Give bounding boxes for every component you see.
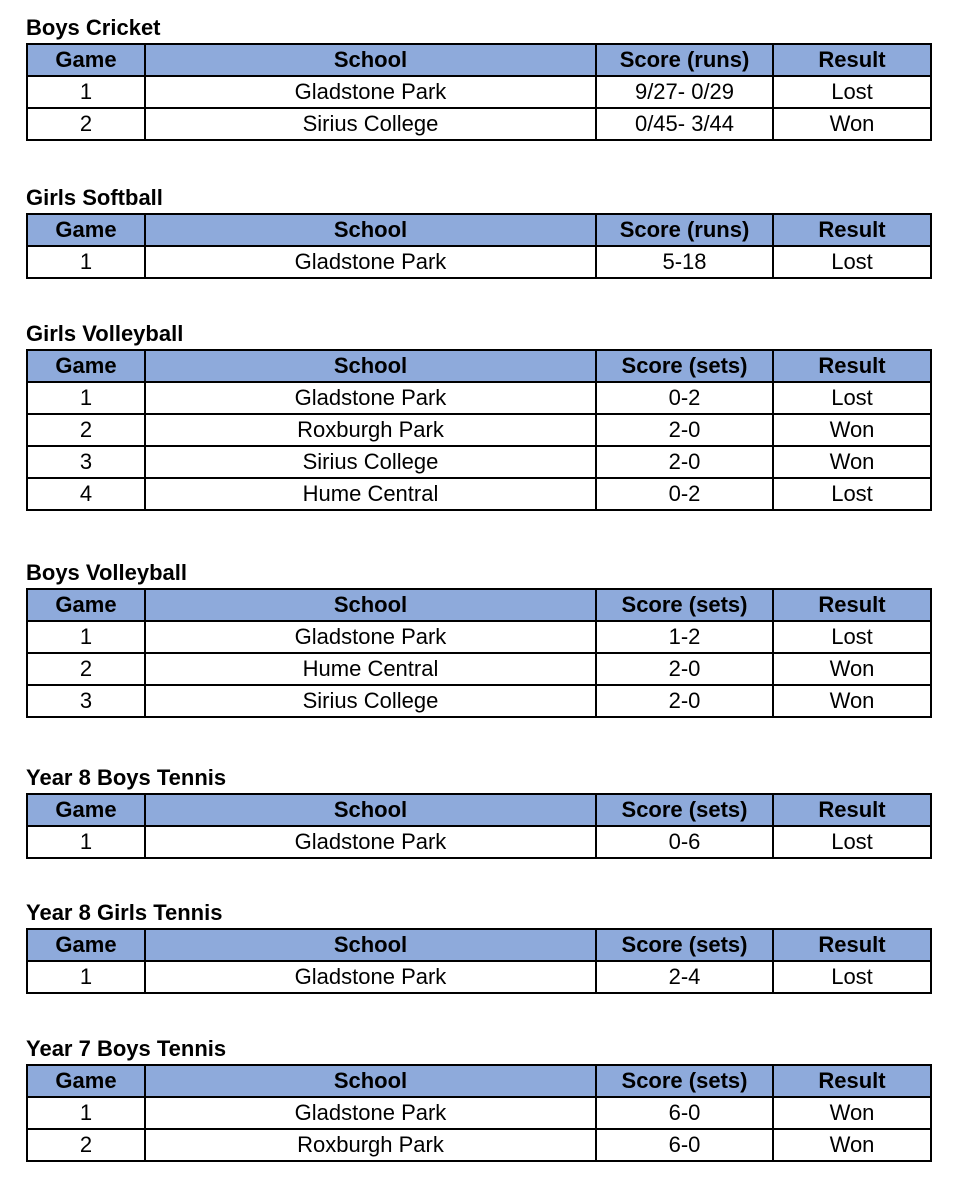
header-score: Score (runs) xyxy=(596,44,773,76)
header-game: Game xyxy=(27,214,145,246)
results-table xyxy=(26,588,932,718)
cell-score: 0-2 xyxy=(596,478,773,510)
header-score: Score (runs) xyxy=(596,214,773,246)
results-table xyxy=(26,928,932,994)
cell-game: 2 xyxy=(27,108,145,140)
cell-score: 2-0 xyxy=(596,446,773,478)
cell-game: 3 xyxy=(27,685,145,717)
cell-school: Gladstone Park xyxy=(145,1097,596,1129)
results-table xyxy=(26,213,932,279)
cell-game: 1 xyxy=(27,1097,145,1129)
cell-score: 2-0 xyxy=(596,414,773,446)
cell-school: Hume Central xyxy=(145,653,596,685)
table-row xyxy=(27,76,931,108)
header-result: Result xyxy=(773,929,931,961)
cell-school: Roxburgh Park xyxy=(145,414,596,446)
cell-game: 1 xyxy=(27,382,145,414)
cell-game: 1 xyxy=(27,961,145,993)
results-table xyxy=(26,349,932,511)
cell-school: Gladstone Park xyxy=(145,382,596,414)
cell-school: Gladstone Park xyxy=(145,961,596,993)
cell-result: Lost xyxy=(773,382,931,414)
cell-result: Won xyxy=(773,1097,931,1129)
header-result: Result xyxy=(773,350,931,382)
header-score: Score (sets) xyxy=(596,350,773,382)
cell-score: 9/27- 0/29 xyxy=(596,76,773,108)
header-game: Game xyxy=(27,350,145,382)
cell-game: 2 xyxy=(27,1129,145,1161)
cell-school: Roxburgh Park xyxy=(145,1129,596,1161)
cell-school: Gladstone Park xyxy=(145,246,596,278)
cell-game: 1 xyxy=(27,246,145,278)
results-table xyxy=(26,43,932,141)
header-school: School xyxy=(145,214,596,246)
header-school: School xyxy=(145,929,596,961)
header-school: School xyxy=(145,794,596,826)
header-game: Game xyxy=(27,929,145,961)
table-row xyxy=(27,653,931,685)
cell-game: 3 xyxy=(27,446,145,478)
table-header-row xyxy=(27,1065,931,1097)
table-row xyxy=(27,621,931,653)
cell-school: Hume Central xyxy=(145,478,596,510)
section-title: Boys Volleyball xyxy=(26,560,187,585)
cell-score: 1-2 xyxy=(596,621,773,653)
cell-result: Lost xyxy=(773,621,931,653)
header-game: Game xyxy=(27,44,145,76)
section-title: Boys Cricket xyxy=(26,15,161,40)
cell-score: 6-0 xyxy=(596,1129,773,1161)
table-row xyxy=(27,446,931,478)
cell-result: Lost xyxy=(773,961,931,993)
header-result: Result xyxy=(773,44,931,76)
table-header-row xyxy=(27,350,931,382)
table-header-row xyxy=(27,214,931,246)
header-school: School xyxy=(145,44,596,76)
header-school: School xyxy=(145,1065,596,1097)
header-result: Result xyxy=(773,589,931,621)
cell-school: Gladstone Park xyxy=(145,826,596,858)
cell-school: Gladstone Park xyxy=(145,621,596,653)
cell-result: Won xyxy=(773,1129,931,1161)
table-header-row xyxy=(27,929,931,961)
cell-result: Won xyxy=(773,414,931,446)
table-row xyxy=(27,414,931,446)
results-table xyxy=(26,1064,932,1162)
cell-game: 1 xyxy=(27,621,145,653)
results-table xyxy=(26,793,932,859)
section-title: Year 8 Girls Tennis xyxy=(26,900,223,925)
cell-score: 2-0 xyxy=(596,653,773,685)
section-title: Year 8 Boys Tennis xyxy=(26,765,227,790)
header-score: Score (sets) xyxy=(596,589,773,621)
table-row xyxy=(27,478,931,510)
cell-score: 6-0 xyxy=(596,1097,773,1129)
header-game: Game xyxy=(27,1065,145,1097)
header-game: Game xyxy=(27,589,145,621)
table-row xyxy=(27,1129,931,1161)
header-result: Result xyxy=(773,794,931,826)
header-game: Game xyxy=(27,794,145,826)
section-title: Girls Softball xyxy=(26,185,163,210)
cell-score: 0-6 xyxy=(596,826,773,858)
cell-score: 5-18 xyxy=(596,246,773,278)
cell-game: 4 xyxy=(27,478,145,510)
cell-game: 1 xyxy=(27,76,145,108)
header-score: Score (sets) xyxy=(596,1065,773,1097)
section-title: Girls Volleyball xyxy=(26,321,184,346)
table-row xyxy=(27,961,931,993)
cell-game: 2 xyxy=(27,653,145,685)
table-row xyxy=(27,382,931,414)
header-result: Result xyxy=(773,1065,931,1097)
table-header-row xyxy=(27,589,931,621)
table-header-row xyxy=(27,44,931,76)
header-score: Score (sets) xyxy=(596,794,773,826)
cell-score: 0/45- 3/44 xyxy=(596,108,773,140)
table-row xyxy=(27,685,931,717)
cell-school: Sirius College xyxy=(145,685,596,717)
cell-score: 0-2 xyxy=(596,382,773,414)
cell-school: Sirius College xyxy=(145,446,596,478)
cell-score: 2-0 xyxy=(596,685,773,717)
cell-school: Sirius College xyxy=(145,108,596,140)
cell-result: Lost xyxy=(773,478,931,510)
cell-result: Won xyxy=(773,653,931,685)
cell-score: 2-4 xyxy=(596,961,773,993)
cell-result: Won xyxy=(773,446,931,478)
cell-game: 2 xyxy=(27,414,145,446)
header-school: School xyxy=(145,350,596,382)
table-row xyxy=(27,1097,931,1129)
header-result: Result xyxy=(773,214,931,246)
header-score: Score (sets) xyxy=(596,929,773,961)
cell-result: Lost xyxy=(773,76,931,108)
cell-game: 1 xyxy=(27,826,145,858)
section-title: Year 7 Boys Tennis xyxy=(26,1036,227,1061)
cell-result: Won xyxy=(773,685,931,717)
header-school: School xyxy=(145,589,596,621)
table-row xyxy=(27,108,931,140)
cell-result: Lost xyxy=(773,246,931,278)
table-row xyxy=(27,246,931,278)
cell-school: Gladstone Park xyxy=(145,76,596,108)
cell-result: Lost xyxy=(773,826,931,858)
cell-result: Won xyxy=(773,108,931,140)
table-row xyxy=(27,826,931,858)
table-header-row xyxy=(27,794,931,826)
